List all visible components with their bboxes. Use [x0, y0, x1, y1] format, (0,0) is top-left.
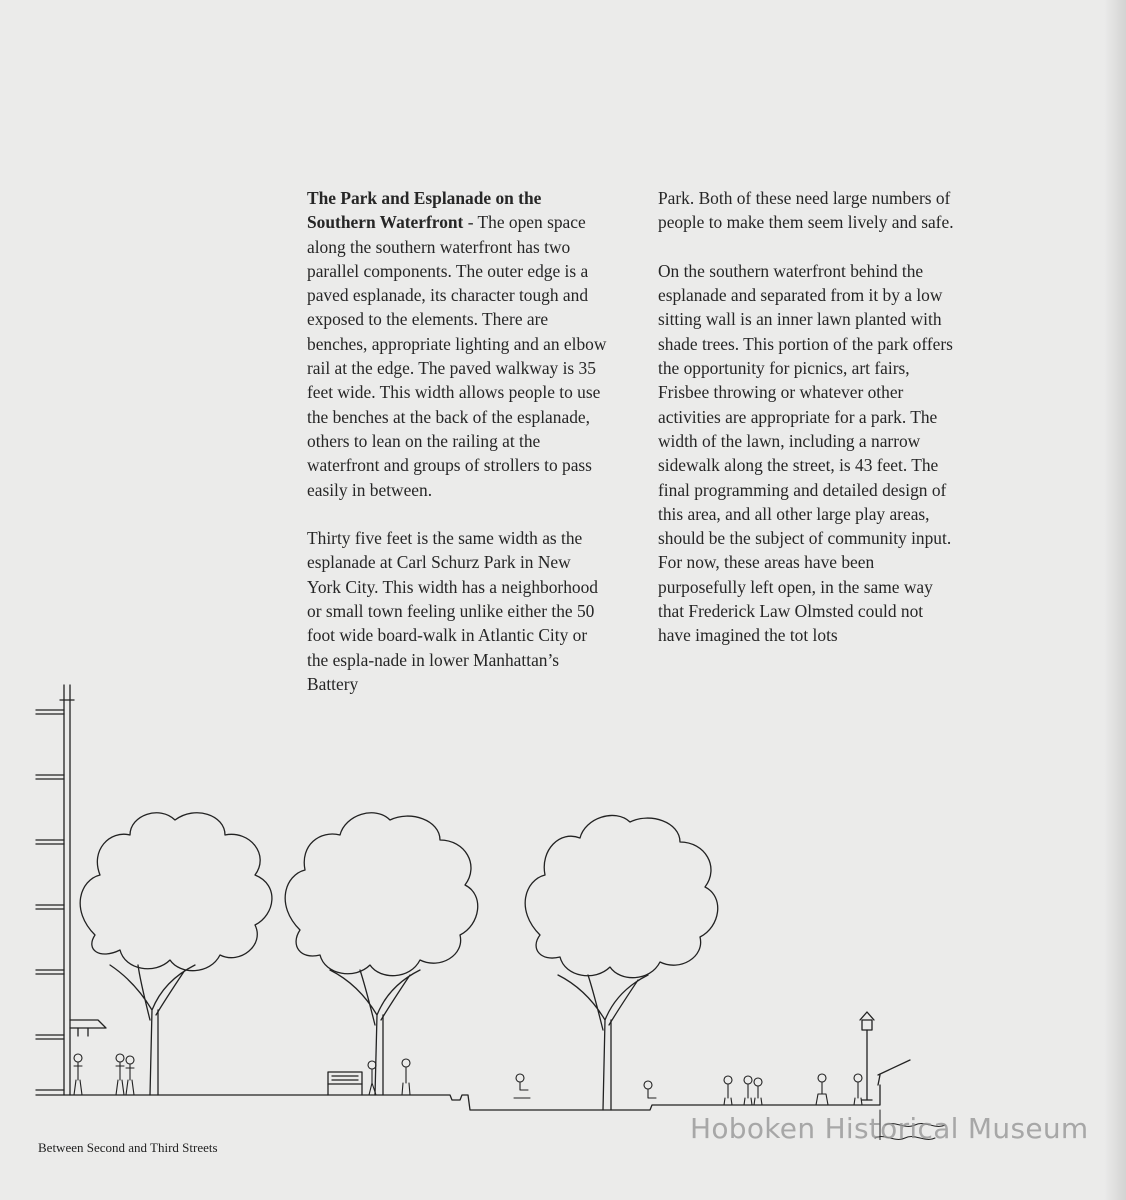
article-paragraph-3: Park. Both of these need large numbers of people to make them seem lively and safe.: [658, 188, 954, 233]
article-left-column: [307, 186, 607, 721]
tree-canopy-1: [80, 813, 272, 1095]
bench-icon: [328, 1072, 362, 1095]
article-right-column: [658, 186, 958, 672]
article-paragraph-4: On the southern waterfront behind the esplanade and separated from it by a low sitting wall is an inner lawn planted with shade trees. This portion of the park offers the opportunity for picnics, art fairs, Frisbee throwing or whatever other activities are appropriate for a park. The width of the lawn, including a narrow sidewalk along the street, is 43 feet. The final programming and detailed design of this area, and all other large play areas, should be the subject of community input. For now, these areas have been purposefully left open, in the same way that Frederick Law Olmsted could not have imagined the tot lots: [658, 260, 953, 646]
building-facade: [36, 685, 106, 1095]
figure-caption: Between Second and Third Streets: [38, 1140, 218, 1155]
section-heading: The Park and Esplanade on the Southern Waterfront: [307, 188, 542, 233]
article-paragraph-2: Thirty five feet is the same width as the esplanade at Carl Schurz Park in New York City. This width has a neighborhood or small town feeling unlike either the 50 foot wide board-walk in Atlantic City or the espla-nade in lower Manhattan’s Battery: [307, 528, 598, 694]
museum-watermark: Hoboken Historical Museum: [690, 1112, 1089, 1145]
tree-canopy-3: [525, 815, 718, 1110]
paragraph-text: - The open space along the southern waterfront has two parallel components. The outer edge is a paved esplanade, its character tough and exposed to the elements. There are benches, appropriate lighting and an elbow rail at the edge. The paved walkway is 35 feet wide. This width allows people to use the benches at the back of the esplanade, others to lean on the railing at the waterfront and groups of strollers to pass easily in between.: [307, 212, 607, 500]
article-paragraph-1: [307, 186, 607, 502]
tree-canopy-2: [285, 813, 478, 1095]
park-section-drawing: [0, 680, 1126, 1140]
ground-line: [36, 1085, 880, 1110]
lamp-post-icon: [860, 1012, 874, 1100]
railing: [878, 1060, 910, 1085]
